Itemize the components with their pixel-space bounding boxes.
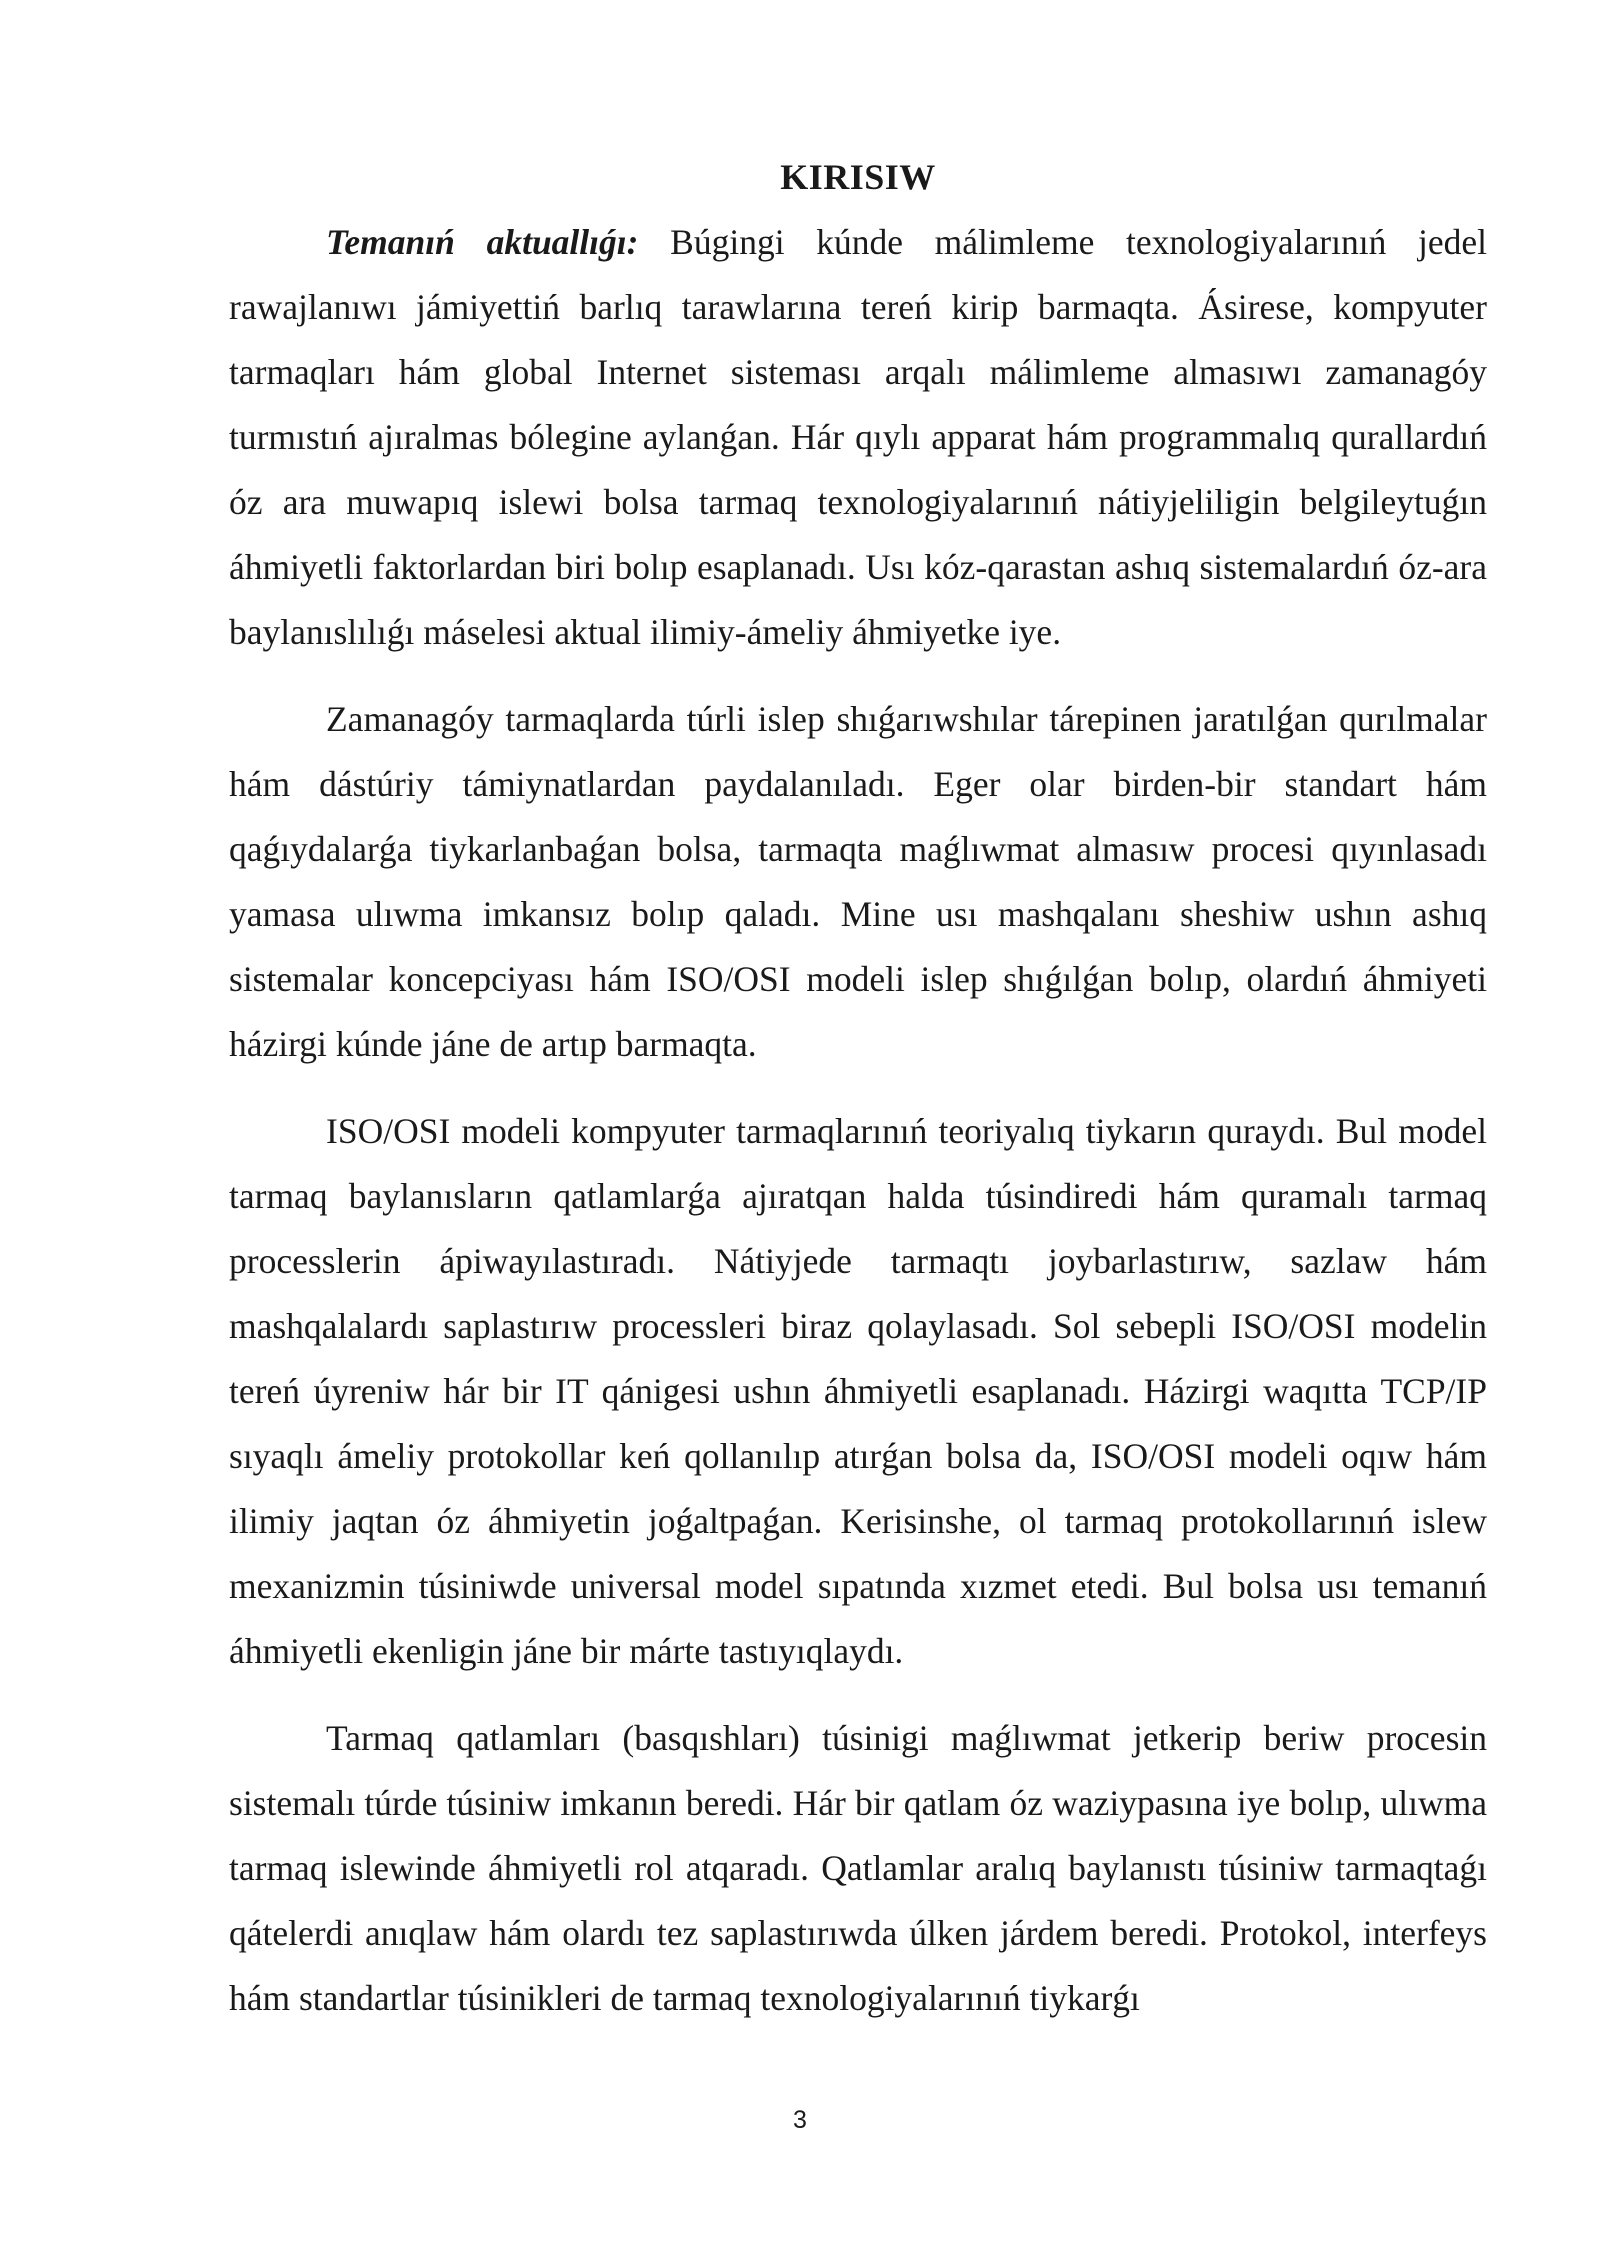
paragraph-text: Zamanagóy tarmaqlarda túrli islep shıǵarıwshılar tárepinen jaratılǵan qurılmalar hám dástúriy támiynatlardan paydalanıladı. Eger olar birden-bir standart hám qaǵıydalarǵa tiykarlanbaǵan bolsa, tarmaqta maǵlıwmat almasıw procesi qıyınlasadı yamasa ulıwma imkansız bolıp qaladı. Mine usı mashqalanı sheshiw ushın ashıq sistemalar koncepciyası hám ISO/OSI modeli islep shıǵılǵan bolıp, olardıń áhmiyeti házirgi kúnde jáne de artıp barmaqta. — [229, 699, 1487, 1064]
page-number: 3 — [793, 2106, 807, 2134]
paragraph-relevance — [229, 210, 1487, 665]
paragraph-text: Búgingi kúnde málimleme texnologiyalarınıń jedel rawajlanıwı jámiyettiń barlıq tarawlarına tereń kirip barmaqta. Ásirese, kompyuter tarmaqları hám global Internet sisteması arqalı málimleme almasıwı zamanagóy turmıstıń ajıralmas bólegine aylanǵan. Hár qıylı apparat hám programmalıq qurallardıń óz ara muwapıq islewi bolsa tarmaq texnologiyalarınıń nátiyjeliligin belgileytuǵın áhmiyetli faktorlardan biri bolıp esaplanadı. Usı kóz-qarastan ashıq sistemalardıń óz-ara baylanıslılıǵı máselesi aktual ilimiy-ámeliy áhmiyetke iye. — [229, 222, 1487, 652]
paragraph-text: Tarmaq qatlamları (basqıshları) túsinigi maǵlıwmat jetkerip beriw procesin sistemalı túrde túsiniw imkanın beredi. Hár bir qatlam óz waziypasına iye bolıp, ulıwma tarmaq islewinde áhmiyetli rol atqaradı. Qatlamlar aralıq baylanıstı túsiniw tarmaqtaǵı qátelerdi anıqlaw hám olardı tez saplastırıwda úlken járdem beredi. Protokol, interfeys hám standartlar túsinikleri de tarmaq texnologiyalarınıń tiykarǵı — [229, 1718, 1487, 2018]
page-content — [229, 145, 1487, 2053]
paragraph-standards — [229, 687, 1487, 1077]
paragraph-text: ISO/OSI modeli kompyuter tarmaqlarınıń teoriyalıq tiykarın quraydı. Bul model tarmaq baylanısların qatlamlarǵa ajıratqan halda túsindiredi hám quramalı tarmaq processlerin ápiwayılastıradı. Nátiyjede tarmaqtı joybarlastırıw, sazlaw hám mashqalalardı saplastırıw processleri biraz qolaylasadı. Sol sebepli ISO/OSI modelin tereń úyreniw hár bir IT qánigesi ushın áhmiyetli esaplanadı. Házirgi waqıtta TCP/IP sıyaqlı ámeliy protokollar keń qollanılıp atırǵan bolsa da, ISO/OSI modeli oqıw hám ilimiy jaqtan óz áhmiyetin joǵaltpaǵan. Kerisinshe, ol tarmaq protokollarınıń islew mexanizmin túsiniwde universal model sıpatında xızmet etedi. Bul bolsa usı temanıń áhmiyetli ekenligin jáne bir márte tastıyıqlaydı. — [229, 1111, 1487, 1671]
paragraph-osi-model — [229, 1099, 1487, 1684]
paragraph-network-layers — [229, 1706, 1487, 2031]
paragraph-lead: Temanıń aktuallıǵı: — [326, 222, 639, 262]
section-title: KIRISIW — [780, 157, 936, 197]
